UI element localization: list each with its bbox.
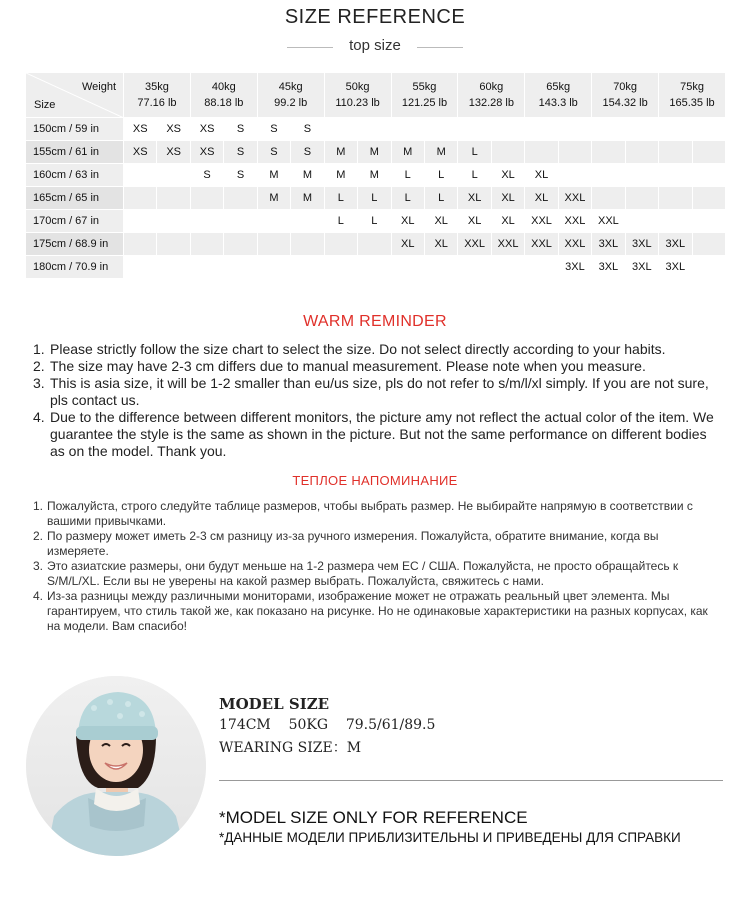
- size-cell: [124, 187, 157, 210]
- size-cell: XS: [124, 118, 157, 141]
- size-cell: [190, 233, 223, 256]
- size-cell: XXL: [558, 233, 591, 256]
- reminder-item: [33, 409, 723, 460]
- size-cell: XXL: [558, 187, 591, 210]
- weight-lb: 88.18 lb: [204, 97, 244, 109]
- size-cell: S: [224, 141, 257, 164]
- size-cell: [224, 256, 257, 279]
- weight-lb: 154.32 lb: [602, 97, 648, 109]
- weight-kg: 55kg: [412, 81, 437, 93]
- list-text: This is asia size, it will be 1-2 smaller than eu/us size, pls do not refer to s/m/l/xl simply. If you are not sure, pls contact us.: [50, 375, 709, 408]
- size-cell: L: [458, 141, 491, 164]
- size-cell: [291, 256, 324, 279]
- size-cell: [124, 164, 157, 187]
- size-cell: [659, 164, 692, 187]
- size-cell: XL: [491, 187, 524, 210]
- size-cell: [224, 187, 257, 210]
- size-cell: [124, 210, 157, 233]
- height-label-cell: 170cm / 67 in: [26, 210, 124, 233]
- size-cell: [124, 256, 157, 279]
- size-cell: [157, 210, 190, 233]
- weight-header-cell: [190, 73, 257, 118]
- subtitle-divider-right: [417, 47, 463, 48]
- size-cell: L: [358, 187, 391, 210]
- size-cell: [324, 233, 357, 256]
- size-cell: [491, 118, 524, 141]
- size-cell: [358, 118, 391, 141]
- size-cell: [659, 118, 692, 141]
- size-cell: XL: [525, 187, 558, 210]
- wearing-size: WEARING SIZE：M: [219, 740, 362, 756]
- size-cell: 3XL: [592, 256, 625, 279]
- size-cell: [190, 187, 223, 210]
- size-cell: [291, 233, 324, 256]
- size-cell: S: [291, 141, 324, 164]
- list-number: 2.: [33, 358, 45, 374]
- size-cell: XS: [157, 118, 190, 141]
- size-cell: M: [257, 164, 290, 187]
- size-cell: [257, 233, 290, 256]
- size-cell: [257, 210, 290, 233]
- size-cell: [324, 118, 357, 141]
- size-cell: [391, 118, 424, 141]
- weight-kg: 50kg: [345, 81, 370, 93]
- size-cell: S: [190, 164, 223, 187]
- size-cell: [625, 210, 658, 233]
- size-cell: S: [291, 118, 324, 141]
- model-portrait-illustration: [26, 676, 206, 856]
- list-text: Please strictly follow the size chart to select the size. Do not select directly according to your habits.: [50, 341, 666, 357]
- size-cell: XL: [525, 164, 558, 187]
- size-cell: XS: [190, 118, 223, 141]
- model-photo: [26, 676, 206, 856]
- size-cell: [692, 187, 725, 210]
- size-cell: [324, 256, 357, 279]
- model-size-label: MODEL SIZE: [219, 695, 330, 713]
- list-text: Это азиатские размеры, они будут меньше на 1-2 размера чем ЕС / США. Пожалуйста, не просто обращайтесь к S/M/L/XL. Если вы не уверены на какой размер выбрать. Пожалуйста, свяжитесь с нами.: [47, 559, 679, 588]
- reference-note-en: *MODEL SIZE ONLY FOR REFERENCE: [219, 808, 528, 827]
- size-cell: [692, 141, 725, 164]
- reminder-item: [33, 358, 723, 375]
- weight-header-cell: [257, 73, 324, 118]
- list-number: 4.: [33, 409, 45, 425]
- ru-reminder-item: [33, 529, 723, 559]
- weight-kg: 75kg: [680, 81, 704, 93]
- size-cell: [224, 233, 257, 256]
- weight-header-cell: [659, 73, 726, 118]
- table-row: [26, 210, 726, 233]
- size-axis-label: Size: [34, 99, 56, 111]
- size-cell: 3XL: [625, 233, 658, 256]
- weight-lb: 132.28 lb: [468, 97, 514, 109]
- weight-kg: 65kg: [546, 81, 571, 93]
- size-cell: [190, 256, 223, 279]
- size-cell: [525, 141, 558, 164]
- reference-note-ru: *ДАННЫЕ МОДЕЛИ ПРИБЛИЗИТЕЛЬНЫ И ПРИВЕДЕНЫ ДЛЯ СПРАВКИ: [219, 830, 681, 845]
- size-cell: [157, 164, 190, 187]
- size-cell: [257, 256, 290, 279]
- list-number: 3.: [33, 559, 44, 573]
- model-divider: [219, 780, 723, 781]
- size-cell: [291, 210, 324, 233]
- size-cell: XL: [424, 210, 457, 233]
- weight-axis-label: Weight: [82, 81, 117, 93]
- size-cell: [692, 210, 725, 233]
- size-cell: 3XL: [659, 256, 692, 279]
- size-cell: XL: [424, 233, 457, 256]
- list-number: 1.: [33, 499, 44, 513]
- size-cell: L: [324, 187, 357, 210]
- size-cell: [491, 141, 524, 164]
- size-cell: [157, 256, 190, 279]
- size-cell: [458, 256, 491, 279]
- size-cell: M: [324, 141, 357, 164]
- size-cell: XL: [458, 210, 491, 233]
- weight-kg: 45kg: [278, 81, 303, 93]
- list-text: Пожалуйста, строго следуйте таблице размеров, чтобы выбрать размер. Не выбирайте напрямую в соответствии с вашими привычками.: [47, 499, 693, 528]
- size-cell: XL: [458, 187, 491, 210]
- size-cell: [659, 210, 692, 233]
- weight-lb: 121.25 lb: [401, 97, 448, 109]
- size-chart-table: [25, 72, 726, 279]
- height-label-cell: 180cm / 70.9 in: [26, 256, 124, 279]
- size-cell: [692, 164, 725, 187]
- size-cell: [358, 256, 391, 279]
- size-cell: M: [358, 141, 391, 164]
- size-cell: 3XL: [592, 233, 625, 256]
- size-cell: [692, 256, 725, 279]
- subtitle-block: [0, 36, 750, 58]
- weight-kg: 35kg: [145, 81, 169, 93]
- warm-reminder-list: [33, 341, 723, 460]
- size-cell: [525, 118, 558, 141]
- size-cell: S: [224, 118, 257, 141]
- height-label-cell: 160cm / 63 in: [26, 164, 124, 187]
- height-label-cell: 165cm / 65 in: [26, 187, 124, 210]
- size-cell: [358, 233, 391, 256]
- table-row: [26, 233, 726, 256]
- size-cell: [692, 233, 725, 256]
- table-row: [26, 164, 726, 187]
- list-text: The size may have 2-3 cm differs due to manual measurement. Please note when you measure.: [50, 358, 646, 374]
- weight-header-cell: [525, 73, 592, 118]
- size-cell: L: [424, 187, 457, 210]
- size-cell: [424, 118, 457, 141]
- size-cell: [190, 210, 223, 233]
- size-cell: M: [291, 187, 324, 210]
- size-cell: M: [424, 141, 457, 164]
- size-cell: [157, 187, 190, 210]
- size-cell: L: [358, 210, 391, 233]
- weight-header-cell: [124, 73, 191, 118]
- list-text: По размеру может иметь 2-3 см разницу из-за ручного измерения. Пожалуйста, обратите внимание, когда вы измеряете.: [47, 529, 659, 558]
- size-cell: [157, 233, 190, 256]
- size-cell: XXL: [491, 233, 524, 256]
- size-cell: L: [391, 164, 424, 187]
- size-cell: XXL: [592, 210, 625, 233]
- weight-header-cell: [324, 73, 391, 118]
- weight-header-cell: [391, 73, 458, 118]
- size-cell: XL: [391, 210, 424, 233]
- size-cell: [558, 141, 591, 164]
- height-label-cell: 155cm / 61 in: [26, 141, 124, 164]
- height-label-cell: 175cm / 68.9 in: [26, 233, 124, 256]
- weight-kg: 70kg: [613, 81, 638, 93]
- size-cell: XXL: [558, 210, 591, 233]
- weight-header-cell: [458, 73, 525, 118]
- size-cell: XXL: [458, 233, 491, 256]
- table-row: [26, 141, 726, 164]
- size-cell: [692, 118, 725, 141]
- size-cell: M: [391, 141, 424, 164]
- size-cell: S: [257, 118, 290, 141]
- table-row: [26, 187, 726, 210]
- ru-reminder-item: [33, 499, 723, 529]
- size-cell: [592, 187, 625, 210]
- weight-lb: 165.35 lb: [669, 97, 715, 109]
- page-subtitle: top size: [349, 37, 401, 54]
- list-number: 3.: [33, 375, 45, 391]
- size-cell: [458, 118, 491, 141]
- list-text: Из-за разницы между различными мониторами, изображение может не отражать реальный цвет элемента. Мы гарантируем, что стиль такой же, как показано на рисунке. Но не одинаковые характеристики на разных корпусах, как на модели. Вам спасибо!: [47, 589, 708, 633]
- weight-header-cell: [592, 73, 659, 118]
- table-corner-cell: [26, 73, 124, 118]
- size-cell: [491, 256, 524, 279]
- size-cell: [659, 141, 692, 164]
- size-cell: [625, 187, 658, 210]
- size-cell: [659, 187, 692, 210]
- ru-reminder-title: ТЕПЛОЕ НАПОМИНАНИЕ: [292, 473, 458, 488]
- height-label-cell: 150cm / 59 in: [26, 118, 124, 141]
- size-cell: [625, 118, 658, 141]
- size-cell: L: [324, 210, 357, 233]
- size-cell: XS: [157, 141, 190, 164]
- weight-lb: 143.3 lb: [538, 97, 578, 109]
- warm-reminder-title: WARM REMINDER: [303, 313, 447, 330]
- weight-lb: 110.23 lb: [335, 97, 380, 109]
- size-cell: 3XL: [558, 256, 591, 279]
- size-cell: M: [324, 164, 357, 187]
- list-number: 2.: [33, 529, 44, 543]
- size-cell: [592, 141, 625, 164]
- reminder-item: [33, 341, 723, 358]
- size-cell: 3XL: [625, 256, 658, 279]
- model-measurements: 174CM 50KG 79.5/61/89.5: [219, 717, 436, 733]
- size-cell: [625, 141, 658, 164]
- weight-lb: 99.2 lb: [274, 97, 308, 109]
- size-cell: S: [224, 164, 257, 187]
- size-cell: M: [358, 164, 391, 187]
- ru-reminder-list: [33, 499, 723, 634]
- size-cell: [558, 118, 591, 141]
- size-cell: XXL: [525, 233, 558, 256]
- size-cell: [224, 210, 257, 233]
- size-cell: XL: [491, 210, 524, 233]
- weight-lb: 77.16 lb: [137, 97, 177, 109]
- table-row: [26, 118, 726, 141]
- size-cell: [525, 256, 558, 279]
- size-cell: [124, 233, 157, 256]
- ru-reminder-item: [33, 589, 723, 634]
- size-cell: L: [458, 164, 491, 187]
- size-cell: [391, 256, 424, 279]
- size-cell: 3XL: [659, 233, 692, 256]
- size-cell: XS: [124, 141, 157, 164]
- size-cell: [625, 164, 658, 187]
- list-text: Due to the difference between different monitors, the picture amy not reflect the actual color of the item. We guarantee the style is the same as shown in the picture. But not the same performance on different bodies as on the model. Thank you.: [50, 409, 714, 459]
- weight-kg: 40kg: [211, 81, 236, 93]
- list-number: 1.: [33, 341, 45, 357]
- size-cell: L: [391, 187, 424, 210]
- size-cell: [558, 164, 591, 187]
- weight-kg: 60kg: [479, 81, 504, 93]
- size-cell: S: [257, 141, 290, 164]
- size-cell: XS: [190, 141, 223, 164]
- size-cell: XXL: [525, 210, 558, 233]
- list-number: 4.: [33, 589, 44, 603]
- size-cell: XL: [391, 233, 424, 256]
- size-cell: [592, 164, 625, 187]
- size-cell: M: [257, 187, 290, 210]
- page-title: SIZE REFERENCE: [284, 6, 466, 28]
- size-cell: [592, 118, 625, 141]
- size-cell: XL: [491, 164, 524, 187]
- reminder-item: [33, 375, 723, 409]
- size-cell: M: [291, 164, 324, 187]
- size-cell: [424, 256, 457, 279]
- ru-reminder-item: [33, 559, 723, 589]
- table-header-row: [26, 73, 726, 118]
- table-row: [26, 256, 726, 279]
- size-cell: L: [424, 164, 457, 187]
